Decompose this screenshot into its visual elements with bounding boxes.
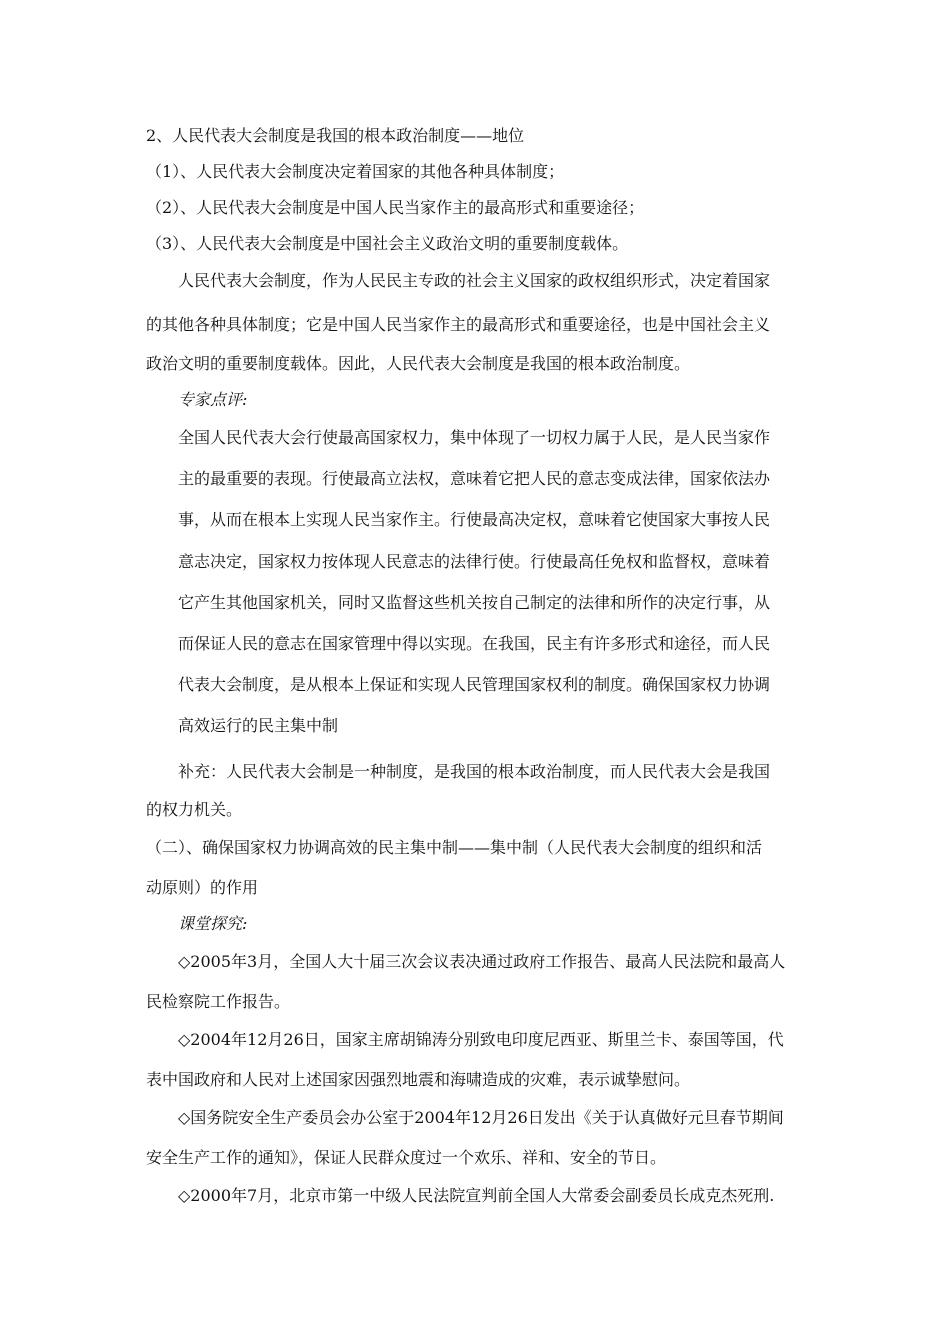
inquiry-item-2-line-1: ◇2004年12月26日，国家主席胡锦涛分别致电印度尼西亚、斯里兰卡、泰国等国，代: [178, 1030, 784, 1049]
supplement-line-2: 的权力机关。: [146, 800, 243, 819]
expert-comment-line: 主的最重要的表现。行使最高立法权，意味着它把人民的意志变成法律，国家依法办: [178, 469, 771, 488]
summary-line-2: 的其他各种具体制度；它是中国人民当家作主的最高形式和重要途径，也是中国社会主义: [146, 315, 771, 334]
expert-comment-line: 代表大会制度，是从根本上保证和实现人民管理国家权利的制度。确保国家权力协调: [178, 675, 771, 694]
supplement-line-1: 补充：人民代表大会制是一种制度，是我国的根本政治制度，而人民代表大会是我国: [178, 762, 771, 781]
inquiry-item-1-line-2: 民检察院工作报告。: [146, 992, 291, 1011]
subsection-heading-line-1: （二）、确保国家权力协调高效的民主集中制——集中制（人民代表大会制度的组织和活: [146, 838, 763, 857]
expert-comment-line: 全国人民代表大会行使最高国家权力，集中体现了一切权力属于人民，是人民当家作: [178, 428, 771, 447]
expert-comment-line: 事，从而在根本上实现人民当家作主。行使最高决定权，意味着它使国家大事按人民: [178, 510, 771, 529]
class-inquiry-label: 课堂探究:: [178, 914, 248, 933]
expert-comment-line: 意志决定，国家权力按体现人民意志的法律行使。行使最高任免权和监督权，意味着: [178, 552, 771, 571]
inquiry-item-1-line-1: ◇2005年3月，全国人大十届三次会议表决通过政府工作报告、最高人民法院和最高人: [178, 952, 786, 971]
inquiry-item-2-line-2: 表中国政府和人民对上述国家因强烈地震和海啸造成的灾难，表示诚挚慰问。: [146, 1070, 691, 1089]
summary-line-1: 人民代表大会制度，作为人民民主专政的社会主义国家的政权组织形式，决定着国家: [178, 271, 771, 290]
point-1: （1）、人民代表大会制度决定着国家的其他各种具体制度；: [146, 162, 565, 181]
summary-line-3: 政治文明的重要制度载体。因此，人民代表大会制度是我国的根本政治制度。: [146, 354, 691, 373]
inquiry-item-3-line-1: ◇国务院安全生产委员会办公室于2004年12月26日发出《关于认真做好元旦春节期间: [178, 1108, 784, 1127]
expert-comment-line: 它产生其他国家机关，同时又监督这些机关按自己制定的法律和所作的决定行事，从: [178, 593, 771, 612]
point-3: （3）、人民代表大会制度是中国社会主义政治文明的重要制度载体。: [146, 234, 629, 253]
subsection-heading-line-2: 动原则）的作用: [146, 878, 259, 897]
expert-comment-line: 高效运行的民主集中制: [178, 716, 339, 735]
expert-comment-label: 专家点评:: [178, 390, 248, 409]
inquiry-item-4-line-1: ◇2000年7月，北京市第一中级人民法院宣判前全国人大常委会副委员长成克杰死刑.: [178, 1186, 775, 1205]
inquiry-item-3-line-2: 安全生产工作的通知》，保证人民群众度过一个欢乐、祥和、安全的节日。: [146, 1148, 667, 1167]
section-heading: 2、人民代表大会制度是我国的根本政治制度——地位: [146, 126, 525, 145]
expert-comment-line: 而保证人民的意志在国家管理中得以实现。在我国，民主有许多形式和途径，而人民: [178, 634, 771, 653]
point-2: （2）、人民代表大会制度是中国人民当家作主的最高形式和重要途径；: [146, 198, 645, 217]
